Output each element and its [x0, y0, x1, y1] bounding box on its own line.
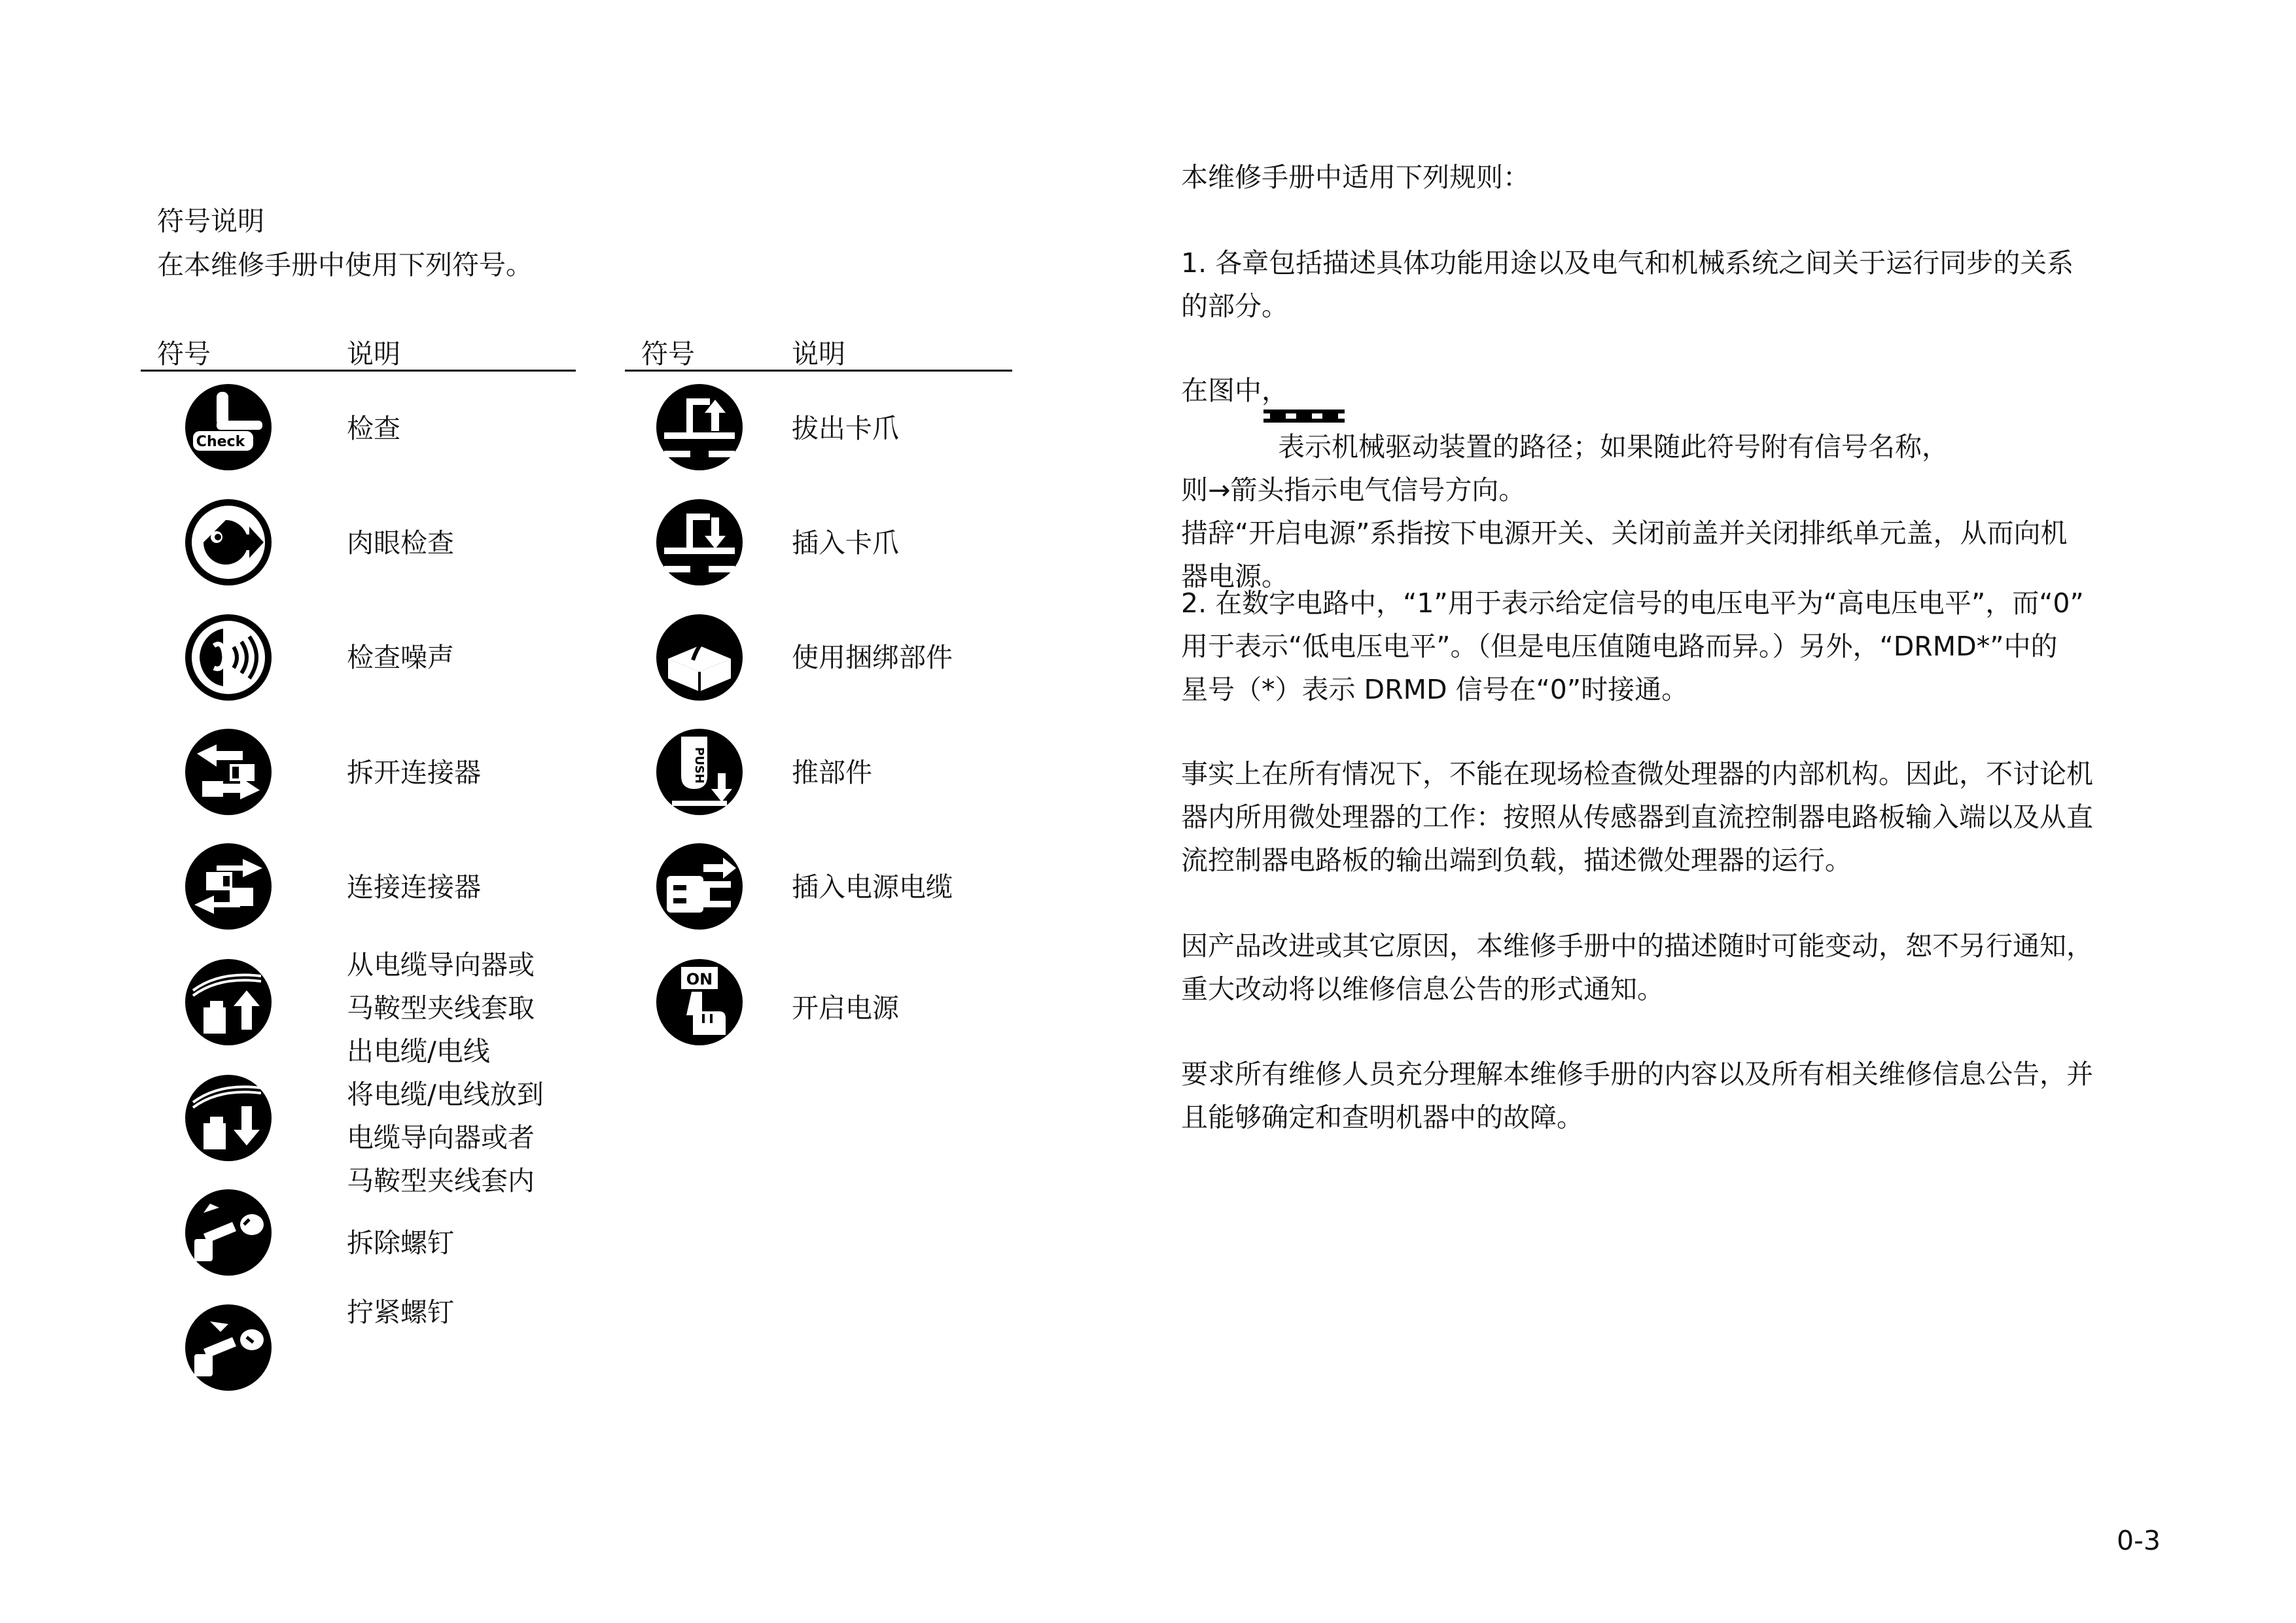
- symbol-desc-insert-claw: 插入卡爪: [792, 527, 899, 559]
- remove-cable-icon: [184, 958, 273, 1047]
- symbol-desc-check: 检查: [347, 413, 400, 444]
- micro-line-1: 事实上在所有情况下，不能在现场检查微处理器的内部机构。因此，不讨论机: [1181, 758, 2093, 790]
- plug-power-icon: [655, 842, 744, 931]
- symbol-desc-disconnect: 拆开连接器: [347, 757, 481, 788]
- symbol-desc-noise-check: 检查噪声: [347, 642, 454, 673]
- table-rule-right: [625, 370, 1012, 372]
- power-on-icon: [655, 958, 744, 1047]
- insert-claw-icon: [655, 498, 744, 587]
- col-header-symbol: 符号: [157, 338, 211, 370]
- power-on-rule-line-1: 措辞“开启电源”系指按下电源开关、关闭前盖并关闭排纸单元盖，从而向机: [1181, 517, 2068, 549]
- micro-line-3: 流控制器电路板的输出端到负载，描述微处理器的运行。: [1181, 845, 1852, 876]
- section-heading: 符号说明: [157, 205, 264, 237]
- section-intro: 在本维修手册中使用下列符号。: [157, 249, 533, 281]
- symbol-desc-tighten-screw: 拧紧螺钉: [347, 1297, 454, 1328]
- symbol-desc-insert-cable-3: 马鞍型夹线套内: [347, 1165, 535, 1196]
- microprocessor-paragraph: [1181, 752, 2156, 882]
- symbol-desc-plug-power: 插入电源电缆: [792, 871, 953, 903]
- changes-line-1: 因产品改进或其它原因，本维修手册中的描述随时可能变动，恕不另行通知，: [1181, 930, 2093, 962]
- on-icon-label: ON: [686, 970, 713, 988]
- figure-rule-line-1: [1181, 369, 2156, 468]
- symbol-desc-connect: 连接连接器: [347, 871, 481, 903]
- remove-screw-icon: [184, 1188, 273, 1277]
- push-icon-label: PUSH: [692, 747, 706, 784]
- personnel-line-2: 且能够确定和查明机器中的故障。: [1181, 1102, 1583, 1133]
- visual-check-icon: [184, 498, 273, 587]
- symbol-desc-remove-cable-1: 从电缆导向器或: [347, 949, 535, 981]
- symbol-desc-power-on: 开启电源: [792, 992, 899, 1024]
- noise-check-icon: [184, 613, 273, 702]
- symbol-desc-visual-check: 肉眼检查: [347, 527, 454, 559]
- figure-rule-suffix: 表示机械驱动装置的路径；如果随此符号附有信号名称，: [1278, 431, 1949, 462]
- check-icon-label: Check: [196, 434, 245, 450]
- connect-connector-icon: [184, 842, 273, 931]
- col-header-symbol-2: 符号: [641, 338, 695, 370]
- symbol-desc-insert-cable-1: 将电缆/电线放到: [347, 1079, 544, 1110]
- changes-paragraph: [1181, 924, 2156, 1011]
- symbol-desc-pull-claw: 拔出卡爪: [792, 413, 899, 444]
- binding-part-icon: [655, 613, 744, 702]
- rule-paragraph-figure: [1181, 369, 2156, 598]
- symbol-desc-push-part: 推部件: [792, 757, 872, 788]
- rule-paragraph-1: [1181, 241, 2156, 328]
- tighten-screw-icon: [184, 1303, 273, 1392]
- rules-intro: 本维修手册中适用下列规则：: [1181, 162, 1530, 193]
- changes-line-2: 重大改动将以维修信息公告的形式通知。: [1181, 973, 1664, 1005]
- push-part-icon: [655, 727, 744, 816]
- rule-paragraph-2: [1181, 582, 2156, 711]
- pull-claw-icon: [655, 383, 744, 472]
- symbol-desc-insert-cable-2: 电缆导向器或者: [347, 1122, 535, 1153]
- power-on-rule-line-2: 器电源。: [1181, 561, 1288, 592]
- check-icon: [184, 383, 273, 472]
- page-number: 0-3: [2117, 1525, 2161, 1556]
- table-rule-left: [141, 370, 576, 372]
- symbol-desc-remove-screw: 拆除螺钉: [347, 1227, 454, 1259]
- rule-1-line-2: 的部分。: [1181, 290, 1288, 322]
- col-header-desc: 说明: [347, 338, 400, 370]
- personnel-line-1: 要求所有维修人员充分理解本维修手册的内容以及所有相关维修信息公告，并: [1181, 1058, 2093, 1090]
- personnel-paragraph: [1181, 1053, 2156, 1139]
- insert-cable-icon: [184, 1073, 273, 1162]
- rule-2-line-1: 2. 在数字电路中，“1”用于表示给定信号的电压电平为“高电压电平”，而“0”: [1181, 587, 2084, 619]
- symbol-desc-binding-part: 使用捆绑部件: [792, 642, 953, 673]
- disconnect-connector-icon: [184, 727, 273, 816]
- figure-rule-prefix: 在图中，: [1181, 375, 1288, 406]
- rule-2-line-3: 星号（*）表示 DRMD 信号在“0”时接通。: [1181, 674, 1689, 705]
- symbol-desc-remove-cable-3: 出电缆/电线: [347, 1036, 490, 1067]
- figure-rule-line-2: 则→箭头指示电气信号方向。: [1181, 474, 1526, 506]
- symbol-desc-remove-cable-2: 马鞍型夹线套取: [347, 992, 535, 1024]
- mechanical-drive-path-icon: [1181, 406, 1253, 425]
- rule-1-line-1: 1. 各章包括描述具体功能用途以及电气和机械系统之间关于运行同步的关系: [1181, 247, 2074, 279]
- micro-line-2: 器内所用微处理器的工作：按照从传感器到直流控制器电路板输入端以及从直: [1181, 801, 2093, 833]
- rule-2-line-2: 用于表示“低电压电平”。（但是电压值随电路而异。）另外，“DRMD*”中的: [1181, 631, 2058, 662]
- col-header-desc-2: 说明: [792, 338, 845, 370]
